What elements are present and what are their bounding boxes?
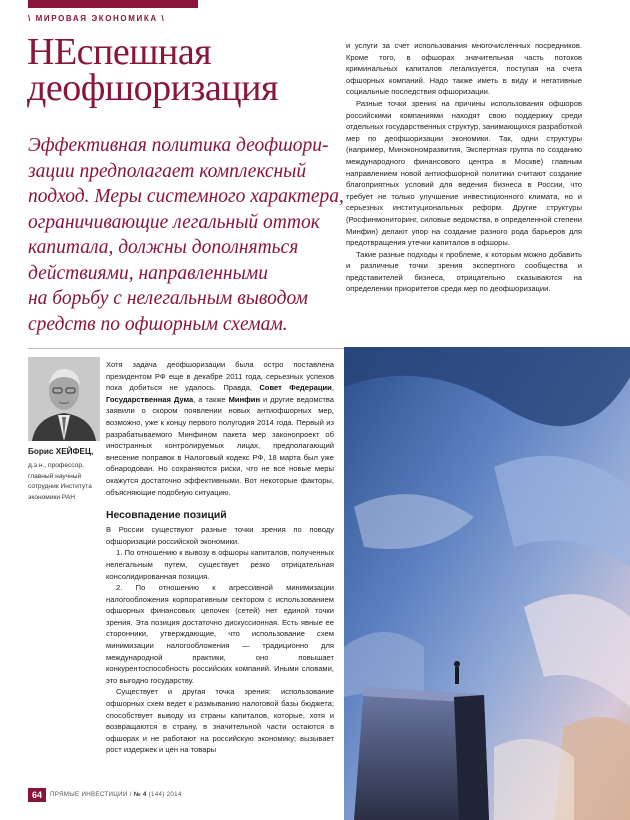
center-column <box>106 359 334 756</box>
intro-paragraph: Хотя задача деофшоризации была остро поставлена президентом РФ еще в декабре 2011 года, серьезных успехов пока добиться не удалось. Правда, Совет Федерации, Государственная Дума, а также Минфин и другие ведомства заявили о скором появлении новых антиофшорных мер, возможно, уже к концу первого полугодия 2014 года. Первый из разрабатываемого Минфином пакета мер законопроект об иностранных контролируемых лицах, предполагающий внесение поправок в Налоговый кодекс РФ, 18 марта был уже обнародован. Но сохраняются риски, что не все новые меры окажутся достаточно эффективными. Вот некоторые факторы, объясняющие подобную ситуацию. <box>106 360 334 497</box>
page-number: 64 <box>28 788 46 802</box>
lead-line: действиями, направленными <box>28 262 268 284</box>
author-desc-line: сотрудник Института <box>28 483 92 491</box>
author-name: Борис ХЕЙФЕЦ, <box>28 447 94 456</box>
top-accent-bar <box>28 0 198 8</box>
section-subheading: Несовпадение позиций <box>106 510 227 522</box>
lead-line: капитала, должны дополняться <box>28 237 299 258</box>
lead-line: Эффективная политика деофшори- <box>28 135 329 156</box>
lead-line: ограничивающие легальный отток <box>28 211 320 233</box>
right-column <box>346 40 582 295</box>
author-desc-line: главный научный <box>28 472 82 480</box>
title-line: НЕспешная <box>27 31 212 73</box>
body-paragraph: 1. По отношению к вывозу в офшоры капиталов, полученных нелегальным путем, существует резко отрицательная консолидированная позиция. <box>106 548 334 581</box>
org-name: Совет Федерации <box>259 383 332 393</box>
lead-line: средств по офшорным схемам. <box>28 313 288 335</box>
author-desc-line: д.э.н., профессор, <box>28 462 84 469</box>
author-desc-line: экономики РАН <box>28 493 76 501</box>
lead-line: на борьбу с нелегальным выводом <box>28 288 308 309</box>
author-photo-icon <box>28 357 100 441</box>
article-title <box>27 31 327 109</box>
org-name: Государственная Дума <box>106 394 194 404</box>
author-description <box>28 461 108 503</box>
body-paragraph: Такие разные подходы к проблеме, к которым можно добавить и различные точки зрения экспертного сообщества и представителей бизнеса, отрицательно сказываются на определении приоритетов среди мер по деофшоризации. <box>346 249 582 294</box>
body-paragraph: и услуги за счет использования многочисленных посредников. Кроме того, в офшорах значительная часть потоков криминальных капиталов легализуется, поступая на счета офшорных компаний. Надо также иметь в виду и негативные социальные последствия офшоризации. <box>346 41 582 97</box>
body-paragraph: В России существуют разные точки зрения по поводу офшоризации российской экономики. <box>106 525 334 546</box>
issue-number: № 4 <box>133 791 147 798</box>
body-paragraph: Разные точки зрения на причины использования офшоров российскими компаниями находят свою поддержку среди отдельных государственных структур, занимающихся разработкой мер по деофшоризации экономики. Так, одни структуры (например, Минэкономразвития, Экспертная группа по созданию международного финансового центра в Москве) главным направлением новой антиофшорной политики считают создание благоприятных условий для ведения бизнеса в России, что требует не только улучшение инвестиционного климата, но и серьезных институциональных реформ. Другие структуры (Росфинмониторинг, силовые ведомства, в определенной степени Минфин) делают упор на создание разного рода барьеров для предотвращения утечки капиталов в офшоры. <box>346 98 582 248</box>
org-name: Минфин <box>228 394 261 404</box>
body-paragraph: Существует и другая точка зрения: использование офшорных схем ведет к размыванию налоговой базы бюджета; способствует выводу из страны капиталов, которые, хотя и возвращаются в страну, в значительной части остаются в офшорах и не работают на российскую экономику; вызывает рост издержек и цен на товары <box>106 687 334 755</box>
painting-icon <box>344 347 630 820</box>
lead-line: зации предполагает комплексный <box>28 160 307 182</box>
lead-line: подход. Меры системного характера, <box>28 186 344 207</box>
lead-paragraph <box>28 133 348 337</box>
section-label: \ МИРОВАЯ ЭКОНОМИКА \ <box>28 14 166 23</box>
title-line: деофшоризация <box>27 67 278 109</box>
footer-magazine: ПРЯМЫЕ ИНВЕСТИЦИИ / № 4 (144) 2014 <box>50 791 182 798</box>
body-paragraph: 2. По отношению к агрессивной минимизации налогообложения корпоративным сектором с использованием офшорных финансовых цепочек (сетей) нет единой точки зрения. Эта позиция достаточно дискуссионная. Есть явные ее сторонники, утверждающие, что использование схем минимизации налогообложения — традиционно для международной практики, оно повышает конкурентоспособность российских компаний. Иными словами, это выгодно государству. <box>106 583 334 685</box>
